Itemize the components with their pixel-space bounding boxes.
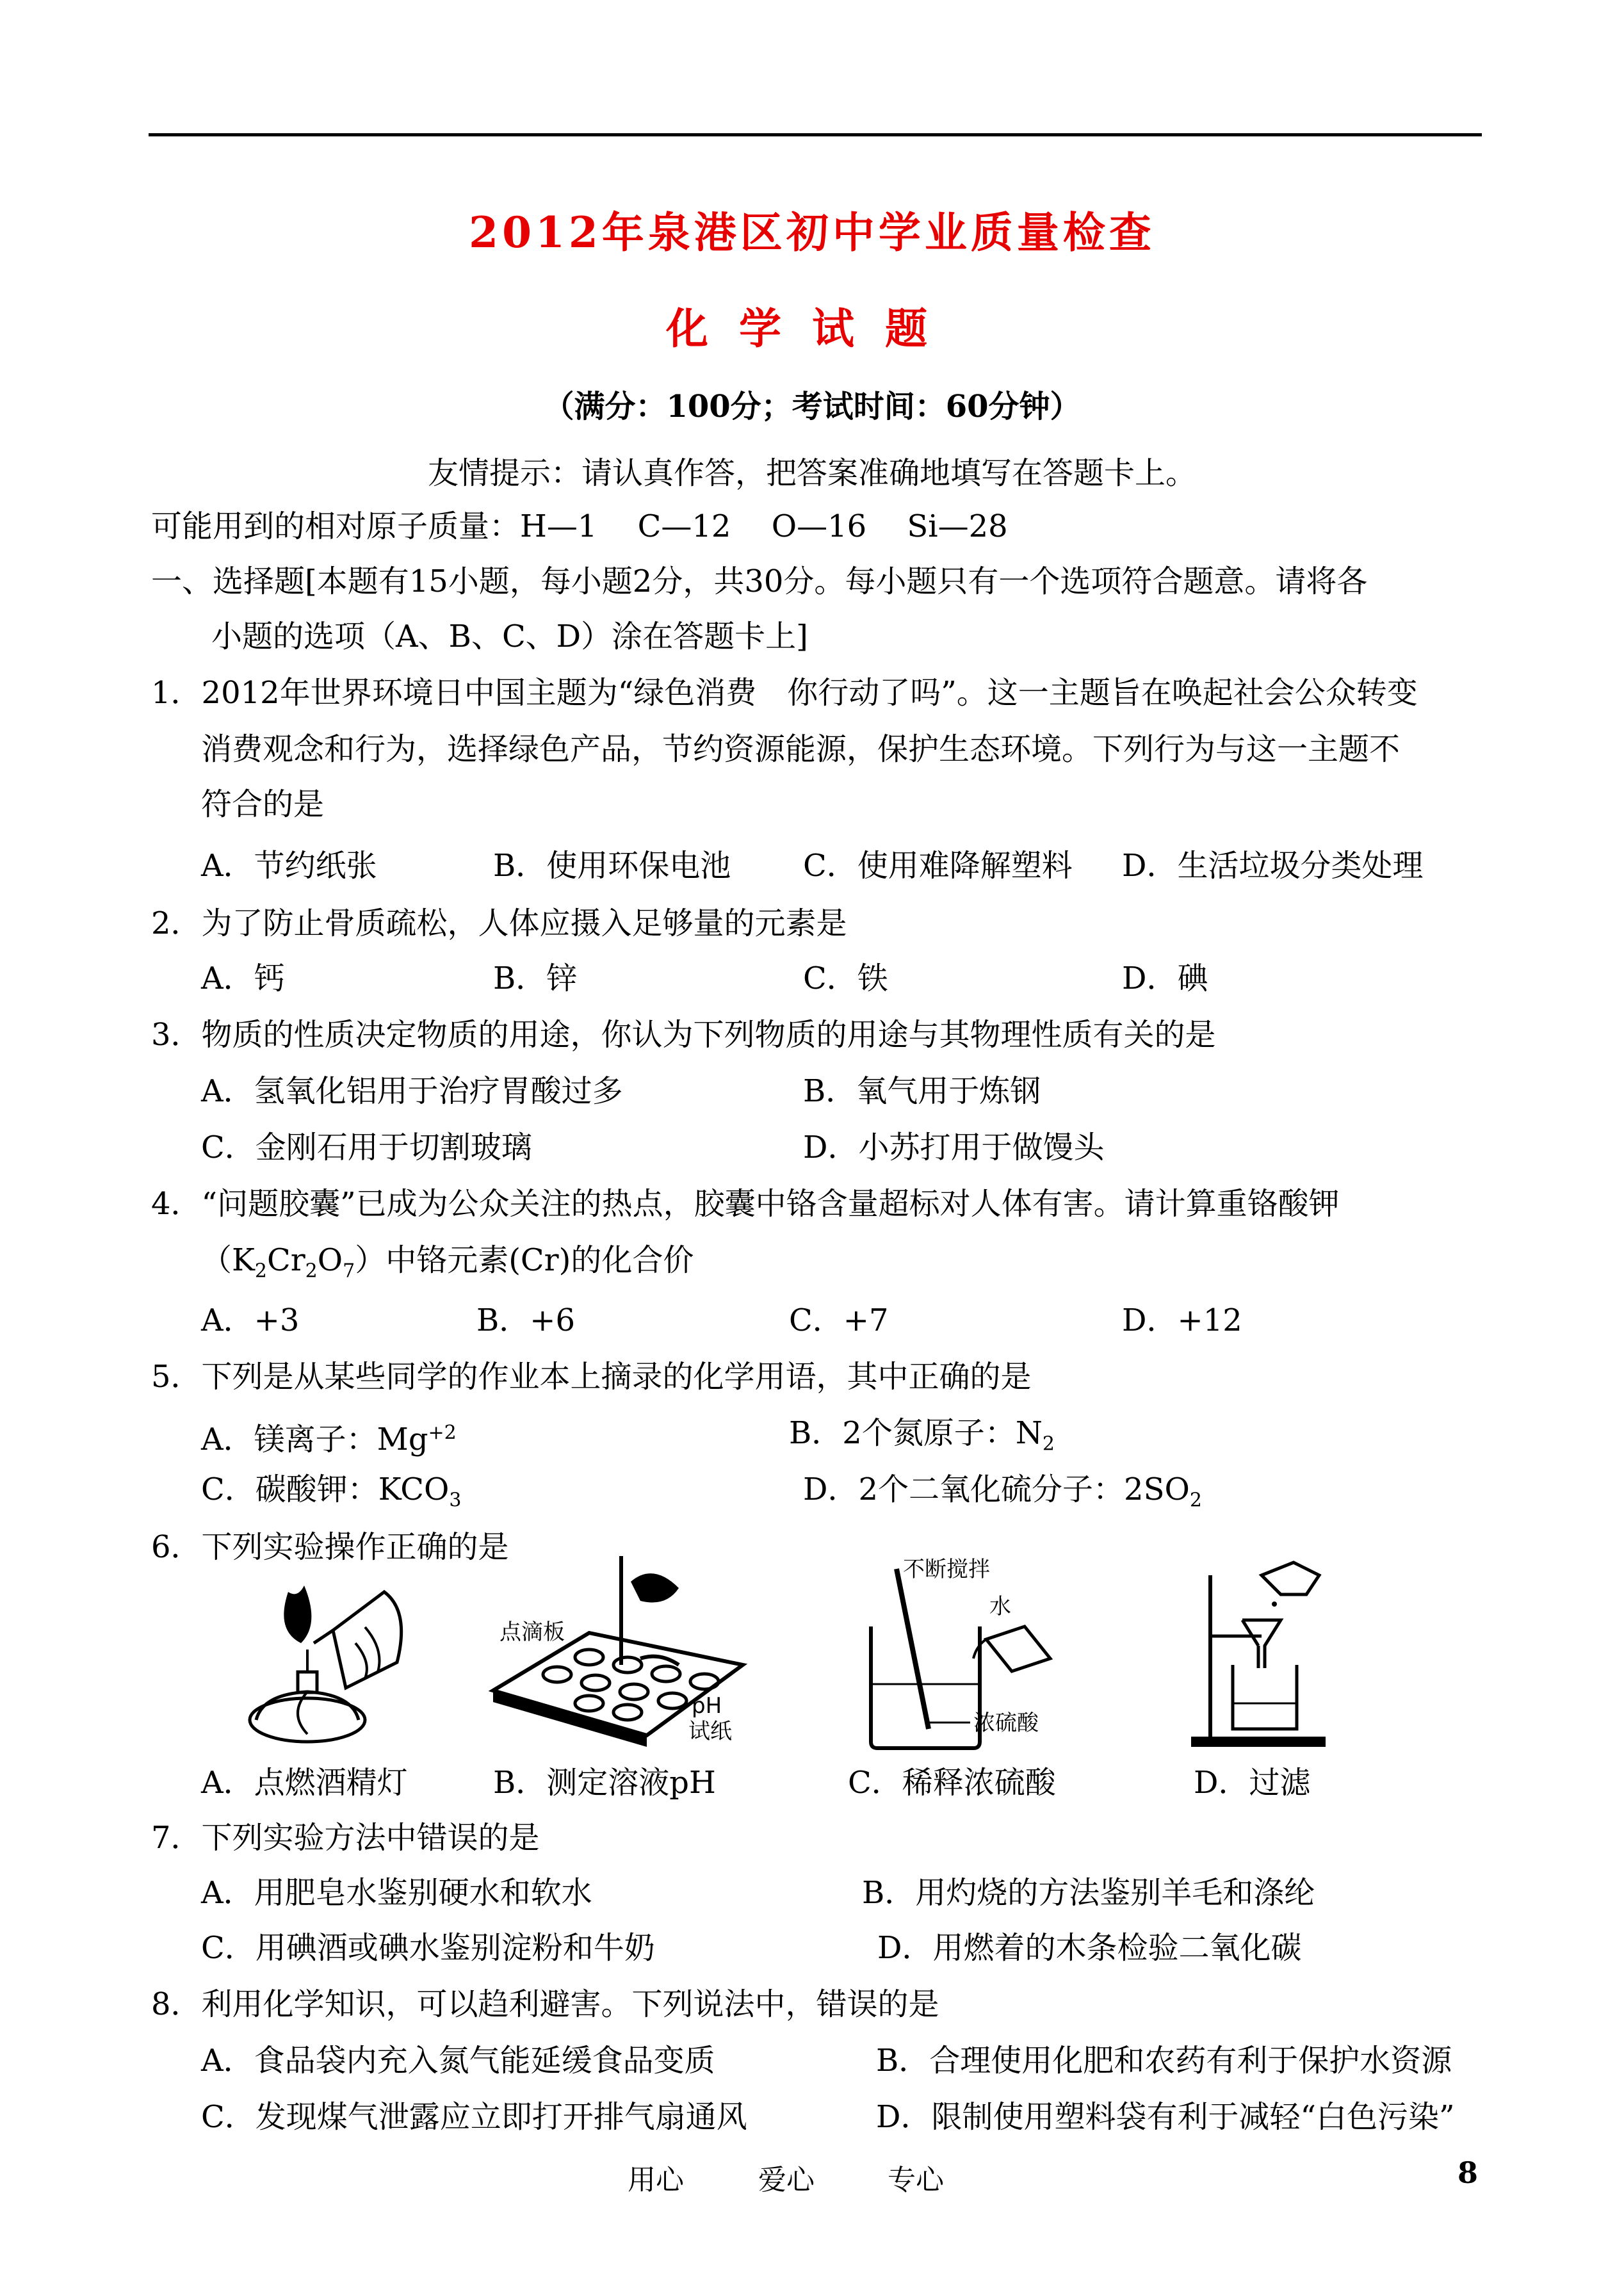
q1-option-d: D．生活垃圾分类处理 (1122, 848, 1424, 884)
q6-stem: 6．下列实验操作正确的是 (151, 1529, 509, 1565)
q4-option-a: A．+3 (201, 1302, 300, 1338)
atomic-mass-line: 可能用到的相对原子质量：H—1 C—12 O—16 Si—28 (151, 508, 1008, 544)
q1-option-c: C．使用难降解塑料 (803, 848, 1073, 884)
q7-option-c: C．用碘酒或碘水鉴别淀粉和牛奶 (201, 1930, 655, 1966)
score-info: （满分：100分；考试时间：60分钟） (543, 389, 1081, 425)
fig-c-label-stir: 不断搅拌 (903, 1557, 990, 1582)
q4-option-c: C．+7 (789, 1302, 889, 1338)
q5-option-d: D．2个二氧化硫分子：$2SO_2$ (803, 1472, 1202, 1512)
q8-option-c: C．发现煤气泄露应立即打开排气扇通风 (201, 2099, 747, 2135)
q1-stem-line2: 消费观念和行为，选择绿色产品，节约资源能源，保护生态环境。下列行为与这一主题不 (201, 731, 1401, 767)
top-rule (149, 133, 1482, 136)
q2-option-d: D．碘 (1122, 961, 1208, 996)
q3-option-a: A．氢氧化铝用于治疗胃酸过多 (201, 1073, 623, 1109)
q2-stem: 2．为了防止骨质疏松，人体应摄入足够量的元素是 (151, 905, 847, 941)
q8-option-a: A．食品袋内充入氮气能延缓食品变质 (201, 2043, 715, 2079)
q4-option-b: B．+6 (476, 1302, 576, 1338)
q6-option-b: B．测定溶液pH (493, 1765, 716, 1801)
q6-option-a: A．点燃酒精灯 (201, 1765, 408, 1801)
q7-option-d: D．用燃着的木条检验二氧化碳 (877, 1930, 1302, 1966)
q1-option-a: A．节约纸张 (201, 848, 377, 884)
figure-ph-spot-plate (487, 1543, 756, 1755)
q6-option-d: D．过滤 (1194, 1765, 1311, 1801)
subject-title: 化学试题 (666, 304, 958, 353)
q3-option-b: B．氧气用于炼钢 (803, 1073, 1041, 1109)
q1-stem-line3: 符合的是 (201, 786, 325, 822)
fig-b-label-spot-plate: 点滴板 (499, 1619, 565, 1645)
q3-option-d: D．小苏打用于做馒头 (803, 1130, 1105, 1165)
fig-b-label-ph: pH (692, 1693, 722, 1719)
section-heading-line1: 一、选择题[本题有15小题，每小题2分，共30分。每小题只有一个选项符合题意。请将各 (151, 564, 1368, 599)
q1-option-b: B．使用环保电池 (493, 848, 731, 884)
q2-option-c: C．铁 (803, 961, 888, 996)
q7-option-a: A．用肥皂水鉴别硬水和软水 (201, 1875, 592, 1911)
figure-dilute-acid (858, 1556, 1076, 1755)
fig-c-label-water: 水 (989, 1594, 1011, 1619)
footer-text-2: 爱心 (758, 2164, 815, 2196)
q5-option-c: C．碳酸钾：$KCO_3$ (201, 1472, 462, 1512)
q4-stem-line2: $(K_2Cr_2O_7)$中铬元素(Cr)的化合价 (201, 1242, 694, 1283)
fig-b-label-test-paper: 试纸 (688, 1719, 732, 1744)
figure-alcohol-lamp (237, 1566, 416, 1752)
footer-text-3: 专心 (888, 2164, 944, 2196)
q4-option-d: D．+12 (1122, 1302, 1242, 1338)
section-heading-line2: 小题的选项（A、B、C、D）涂在答题卡上] (211, 619, 808, 654)
q8-stem: 8．利用化学知识，可以趋利避害。下列说法中，错误的是 (151, 1986, 939, 2022)
q7-stem: 7．下列实验方法中错误的是 (151, 1820, 540, 1856)
q5-option-b: B．2个氮原子：$N_2$ (789, 1415, 1055, 1456)
q4-stem-line1: 4．“问题胶囊”已成为公众关注的热点，胶囊中铬含量超标对人体有害。请计算重铬酸钾 (151, 1186, 1340, 1222)
q5-stem: 5．下列是从某些同学的作业本上摘录的化学用语，其中正确的是 (151, 1359, 1032, 1395)
fig-c-label-acid: 浓硫酸 (973, 1710, 1039, 1736)
q2-option-a: A．钙 (201, 961, 285, 996)
friendly-tip: 友情提示：请认真作答，把答案准确地填写在答题卡上。 (427, 455, 1196, 491)
footer-text-1: 用心 (628, 2164, 684, 2196)
q3-option-c: C．金刚石用于切割玻璃 (201, 1130, 532, 1165)
q7-option-b: B．用灼烧的方法鉴别羊毛和涤纶 (862, 1875, 1315, 1911)
page-number: 8 (1458, 2155, 1479, 2190)
q3-stem: 3．物质的性质决定物质的用途，你认为下列物质的用途与其物理性质有关的是 (151, 1017, 1216, 1053)
q6-option-c: C．稀释浓硫酸 (848, 1765, 1056, 1801)
q5-option-a: A．镁离子：$Mg^{+2}$ (201, 1422, 457, 1457)
q2-option-b: B．锌 (493, 961, 578, 996)
q8-option-d: D．限制使用塑料袋有利于减轻“白色污染” (876, 2099, 1455, 2135)
figure-filtration (1185, 1550, 1345, 1755)
q8-option-b: B．合理使用化肥和农药有利于保护水资源 (876, 2043, 1452, 2079)
q1-stem-line1: 1．2012年世界环境日中国主题为“绿色消费 你行动了吗”。这一主题旨在唤起社会公众转变 (151, 675, 1418, 711)
exam-title: 2012年泉港区初中学业质量检查 (469, 207, 1155, 257)
